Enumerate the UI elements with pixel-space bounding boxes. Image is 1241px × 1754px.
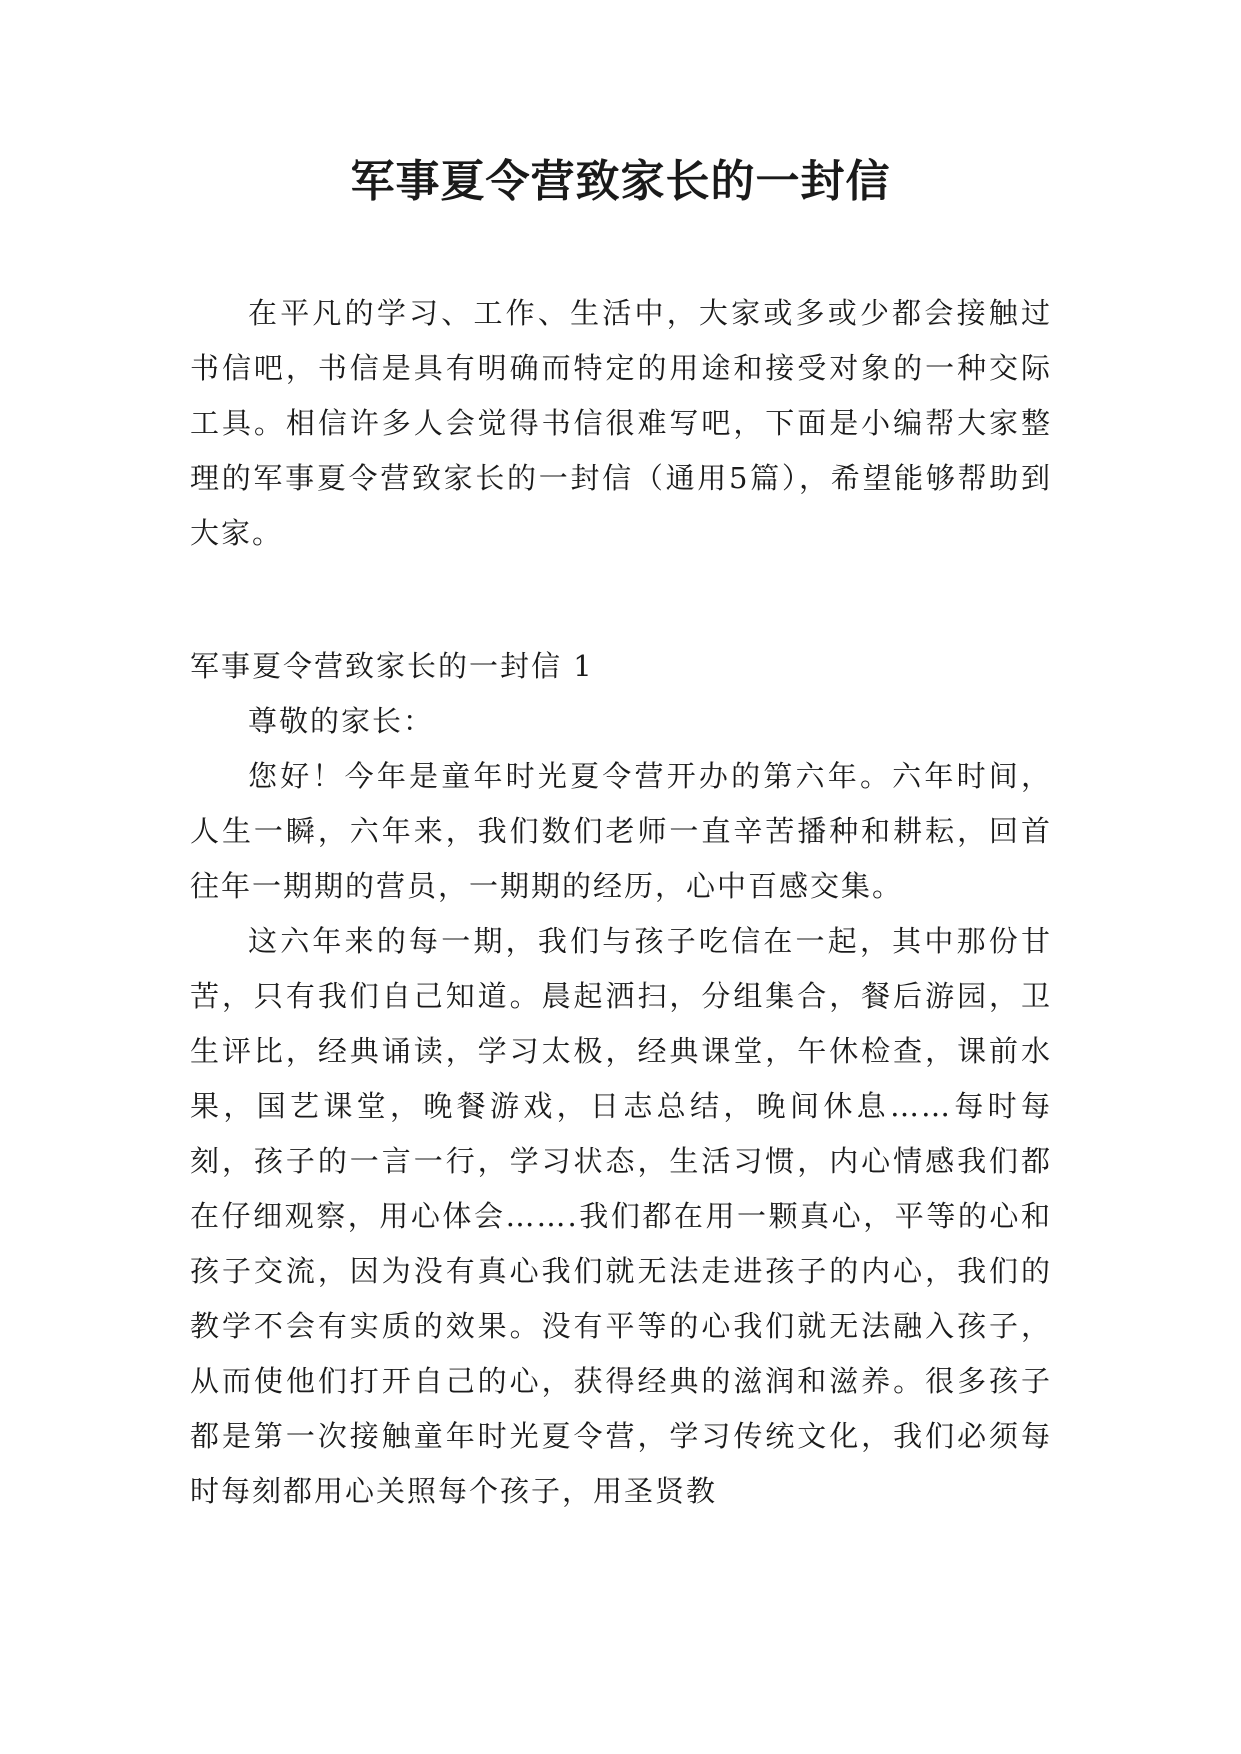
letter-body xyxy=(190,694,1052,1519)
document-title: 军事夏令营致家长的一封信 xyxy=(350,156,891,207)
letter-paragraph-1: 您好！今年是童年时光夏令营开办的第六年。六年时间，人生一瞬，六年来，我们数们老师一直辛苦播种和耕耘，回首往年一期期的营员，一期期的经历，心中百感交集。 xyxy=(190,759,1052,903)
letter-salutation: 尊敬的家长： xyxy=(248,704,435,738)
intro-section xyxy=(190,286,1052,561)
intro-paragraph: 在平凡的学习、工作、生活中，大家或多或少都会接触过书信吧，书信是具有明确而特定的用途和接受对象的一种交际工具。相信许多人会觉得书信很难写吧，下面是小编帮大家整理的军事夏令营致家长的一封信（通用5篇），希望能够帮助到大家。 xyxy=(190,296,1052,550)
section-heading: 军事夏令营致家长的一封信 1 xyxy=(190,649,594,683)
letter-paragraph-2: 这六年来的每一期，我们与孩子吃信在一起，其中那份甘苦，只有我们自己知道。晨起洒扫，分组集合，餐后游园，卫生评比，经典诵读，学习太极，经典课堂，午休检查，课前水果，国艺课堂，晚餐游戏，日志总结，晚间休息……每时每刻，孩子的一言一行，学习状态，生活习惯，内心情感我们都在仔细观察，用心体会…….我们都在用一颗真心，平等的心和孩子交流，因为没有真心我们就无法走进孩子的内心，我们的教学不会有实质的效果。没有平等的心我们就无法融入孩子，从而使他们打开自己的心，获得经典的滋润和滋养。很多孩子都是第一次接触童年时光夏令营，学习传统文化，我们必须每时每刻都用心关照每个孩子，用圣贤教 xyxy=(190,924,1052,1508)
